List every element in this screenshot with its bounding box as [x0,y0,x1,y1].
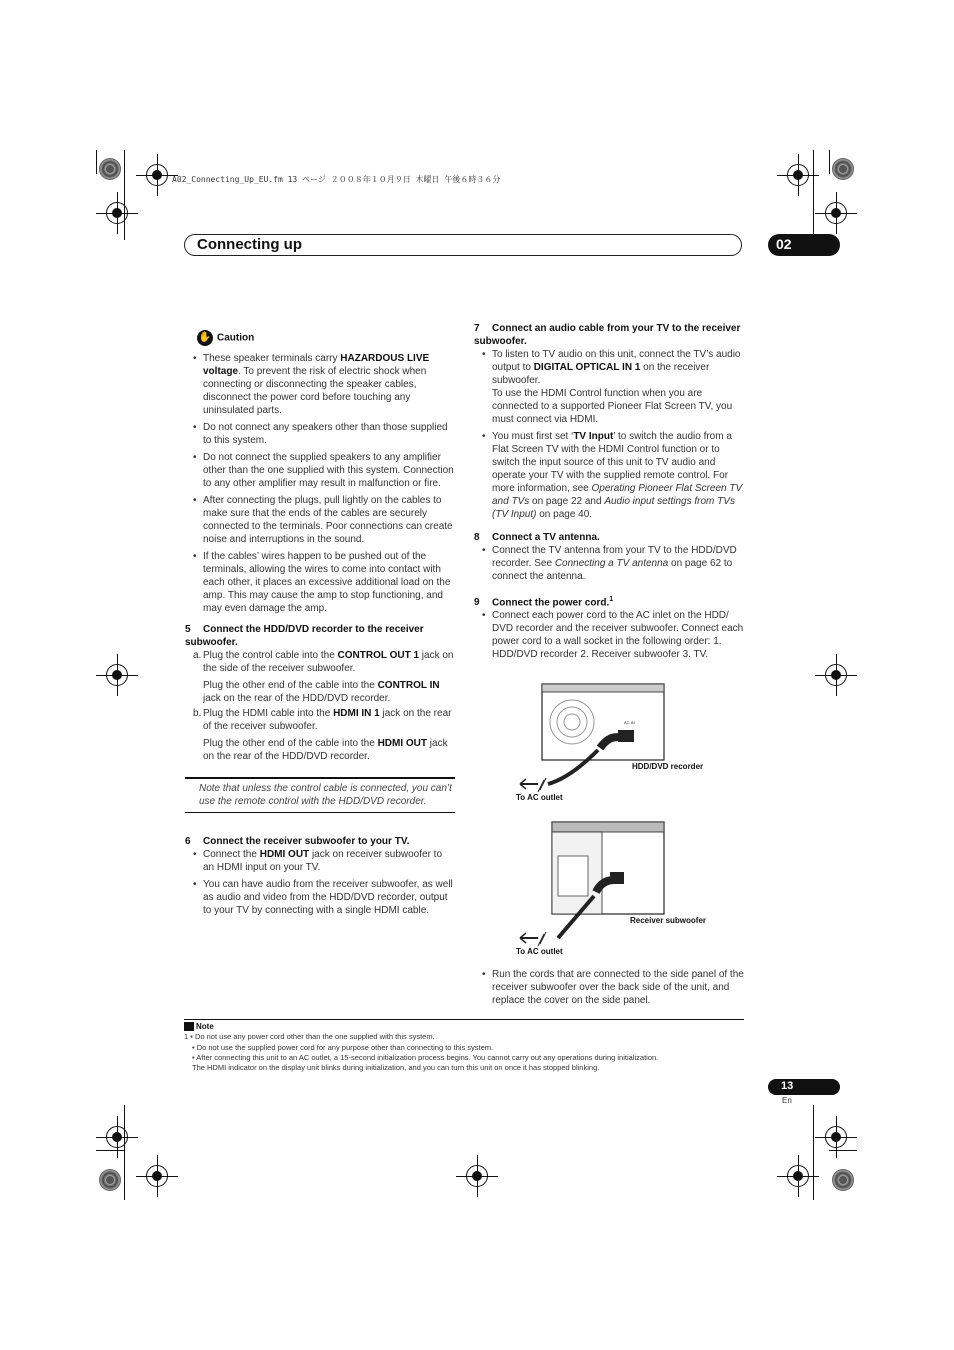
footnote-line: • Do not use the supplied power cord for any purpose other than connecting to this system. [192,1042,494,1052]
step-7-heading: 7 Connect an audio cable from your TV to the receiver subwoofer. [474,323,741,347]
ac-in-label: AC IN [624,720,635,725]
fig2-device-label: Receiver subwoofer [630,916,707,925]
crop-line [813,1105,814,1200]
language-code: En [782,1096,792,1105]
footnote [184,1019,744,1073]
step-6-bullet: • You can have audio from the receiver subwoofer, as well as audio and video from the HDD/DVD recorder, output to your TV by connecting with a single HDMI cable. [185,878,455,917]
crop-line [829,150,830,174]
caution-heading: Caution [217,332,255,344]
crosshair-mark [787,164,809,186]
section-title-bar [184,234,742,256]
step-8-heading: 8 Connect a TV antenna. [474,532,600,543]
figure-receiver-subwoofer-power [510,820,730,960]
crosshair-mark [466,1165,488,1187]
crop-line [124,1105,125,1200]
crosshair-mark [146,164,168,186]
page-number: 13 [781,1080,794,1092]
step-7-bullet: • To listen to TV audio on this unit, connect the TV’s audio output to DIGITAL OPTICAL IN 1 on the receiver subwoofer. [474,348,746,387]
note-pencil-icon [184,1022,194,1031]
step-5-item-a-cont: Plug the other end of the cable into the CONTROL IN jack on the rear of the HDD/DVD recorder. [203,680,440,704]
footnote-heading: Note [184,1022,744,1032]
step-5-item-b: b. Plug the HDMI cable into the HDMI IN 1 jack on the rear of the receiver subwoofer. [193,708,452,732]
chapter-badge [768,234,840,256]
caution-hand-icon: ✋ [197,330,213,346]
step-9-bullet-2-wrap [474,964,746,1007]
registration-disc-bottom-right [832,1169,854,1191]
caution-bullet: • After connecting the plugs, pull lightly on the cables to make sure that the ends of the cables are securely connected to the terminals. Poor connections can create noise and interruptions in the sound. [185,494,455,546]
step-5-heading: 5 Connect the HDD/DVD recorder to the receiver subwoofer. [185,624,424,648]
fig1-outlet-label: To AC outlet [516,793,563,802]
section-title: Connecting up [197,236,302,253]
caution-bullet: • Do not connect the supplied speakers to any amplifier other than the one supplied with this system. Connection to any other amplifier may result in malfunction or fire. [185,451,455,490]
step-9-bullet: • Connect each power cord to the AC inlet on the HDD/ DVD recorder and the receiver subwoofer. Connect each power cord to a wall socket in the following order: 1. HDD/DVD recorder 2. Receiver subwoofer 3. TV. [474,609,746,661]
step-5-note: Note that unless the control cable is connected, you can’t use the remote control with the HDD/DVD recorder. [185,777,455,813]
chapter-number: 02 [776,236,792,252]
figure-hdd-recorder-power [510,678,730,808]
step-6-heading: 6 Connect the receiver subwoofer to your TV. [185,836,410,847]
file-header: A02_Connecting_Up_EU.fm 13 ページ ２００８年１０月９日 木曜日 午後６時３６分 [172,175,501,184]
step-9-bullet: • Run the cords that are connected to the side panel of the receiver subwoofer over the back side of the unit, and replace the cover on the side panel. [474,968,746,1007]
step-9-heading: 9 Connect the power cord.$^1$ [474,596,614,609]
crosshair-mark [825,1126,847,1148]
step-8-bullet: • Connect the TV antenna from your TV to the HDD/DVD recorder. See Connecting a TV antenna on page 62 to connect the antenna. [474,544,746,583]
footnote-line: • After connecting this unit to an AC outlet, a 15-second initialization process begins. You cannot carry out any operations during initialization. [192,1052,659,1062]
crop-line [124,150,125,240]
caution-bullet: • These speaker terminals carry HAZARDOUS LIVE voltage. To prevent the risk of electric shock when connecting or disconnecting the speaker cables, disconnect the power cord before touching any uninsulated parts. [185,352,455,417]
footnote-line: The HDMI indicator on the display unit blinks during initialization, and you can turn this unit on once it has stopped blinking. [192,1063,600,1073]
step-5-item-b-cont: Plug the other end of the cable into the HDMI OUT jack on the rear of the HDD/DVD recorder. [203,738,448,762]
fig2-outlet-label: To AC outlet [516,947,563,956]
caution-bullet: • If the cables’ wires happen to be pushed out of the terminals, allowing the wires to come into contact with each other, it places an excessive additional load on the amp. This may cause the amp to stop functioning, and may even damage the amp. [185,550,455,615]
left-column [185,330,455,917]
registration-disc-top-left [99,158,121,180]
crop-line [829,1150,857,1151]
crosshair-mark [787,1165,809,1187]
step-5-item-a: a. Plug the control cable into the CONTROL OUT 1 jack on the side of the receiver subwoofer. [193,650,454,674]
crosshair-mark [825,664,847,686]
caution-bullet: • Do not connect any speakers other than those supplied to this system. [185,421,455,447]
registration-disc-bottom-left [99,1169,121,1191]
crosshair-mark [146,1165,168,1187]
crosshair-mark [825,202,847,224]
fig1-device-label: HDD/DVD recorder [632,762,704,771]
crop-line [813,150,814,240]
step-7-bullet-cont: To use the HDMI Control function when you are connected to a supported Pioneer Flat Screen TV, you must connect via HDMI. [492,388,733,425]
page-number-badge [768,1079,840,1095]
crop-line [96,150,97,174]
registration-disc-top-right [832,158,854,180]
step-7-bullet: • You must first set ‘TV Input’ to switch the audio from a Flat Screen TV with the HDMI Control function or to switch the input source of this unit to TV audio and operate your TV with the supplied remote control. For more information, see Operating Pioneer Flat Screen TV and TVs on page 22 and Audio input settings from TVs (TV Input) on page 40. [474,430,746,521]
step-6-bullet: • Connect the HDMI OUT jack on receiver subwoofer to an HDMI input on your TV. [185,848,455,874]
footnote-line: 1 • Do not use any power cord other than the one supplied with this system. [184,1032,435,1042]
crosshair-mark [106,664,128,686]
caution-heading-row [185,330,455,346]
right-column [474,320,746,661]
crop-line [96,1150,124,1151]
